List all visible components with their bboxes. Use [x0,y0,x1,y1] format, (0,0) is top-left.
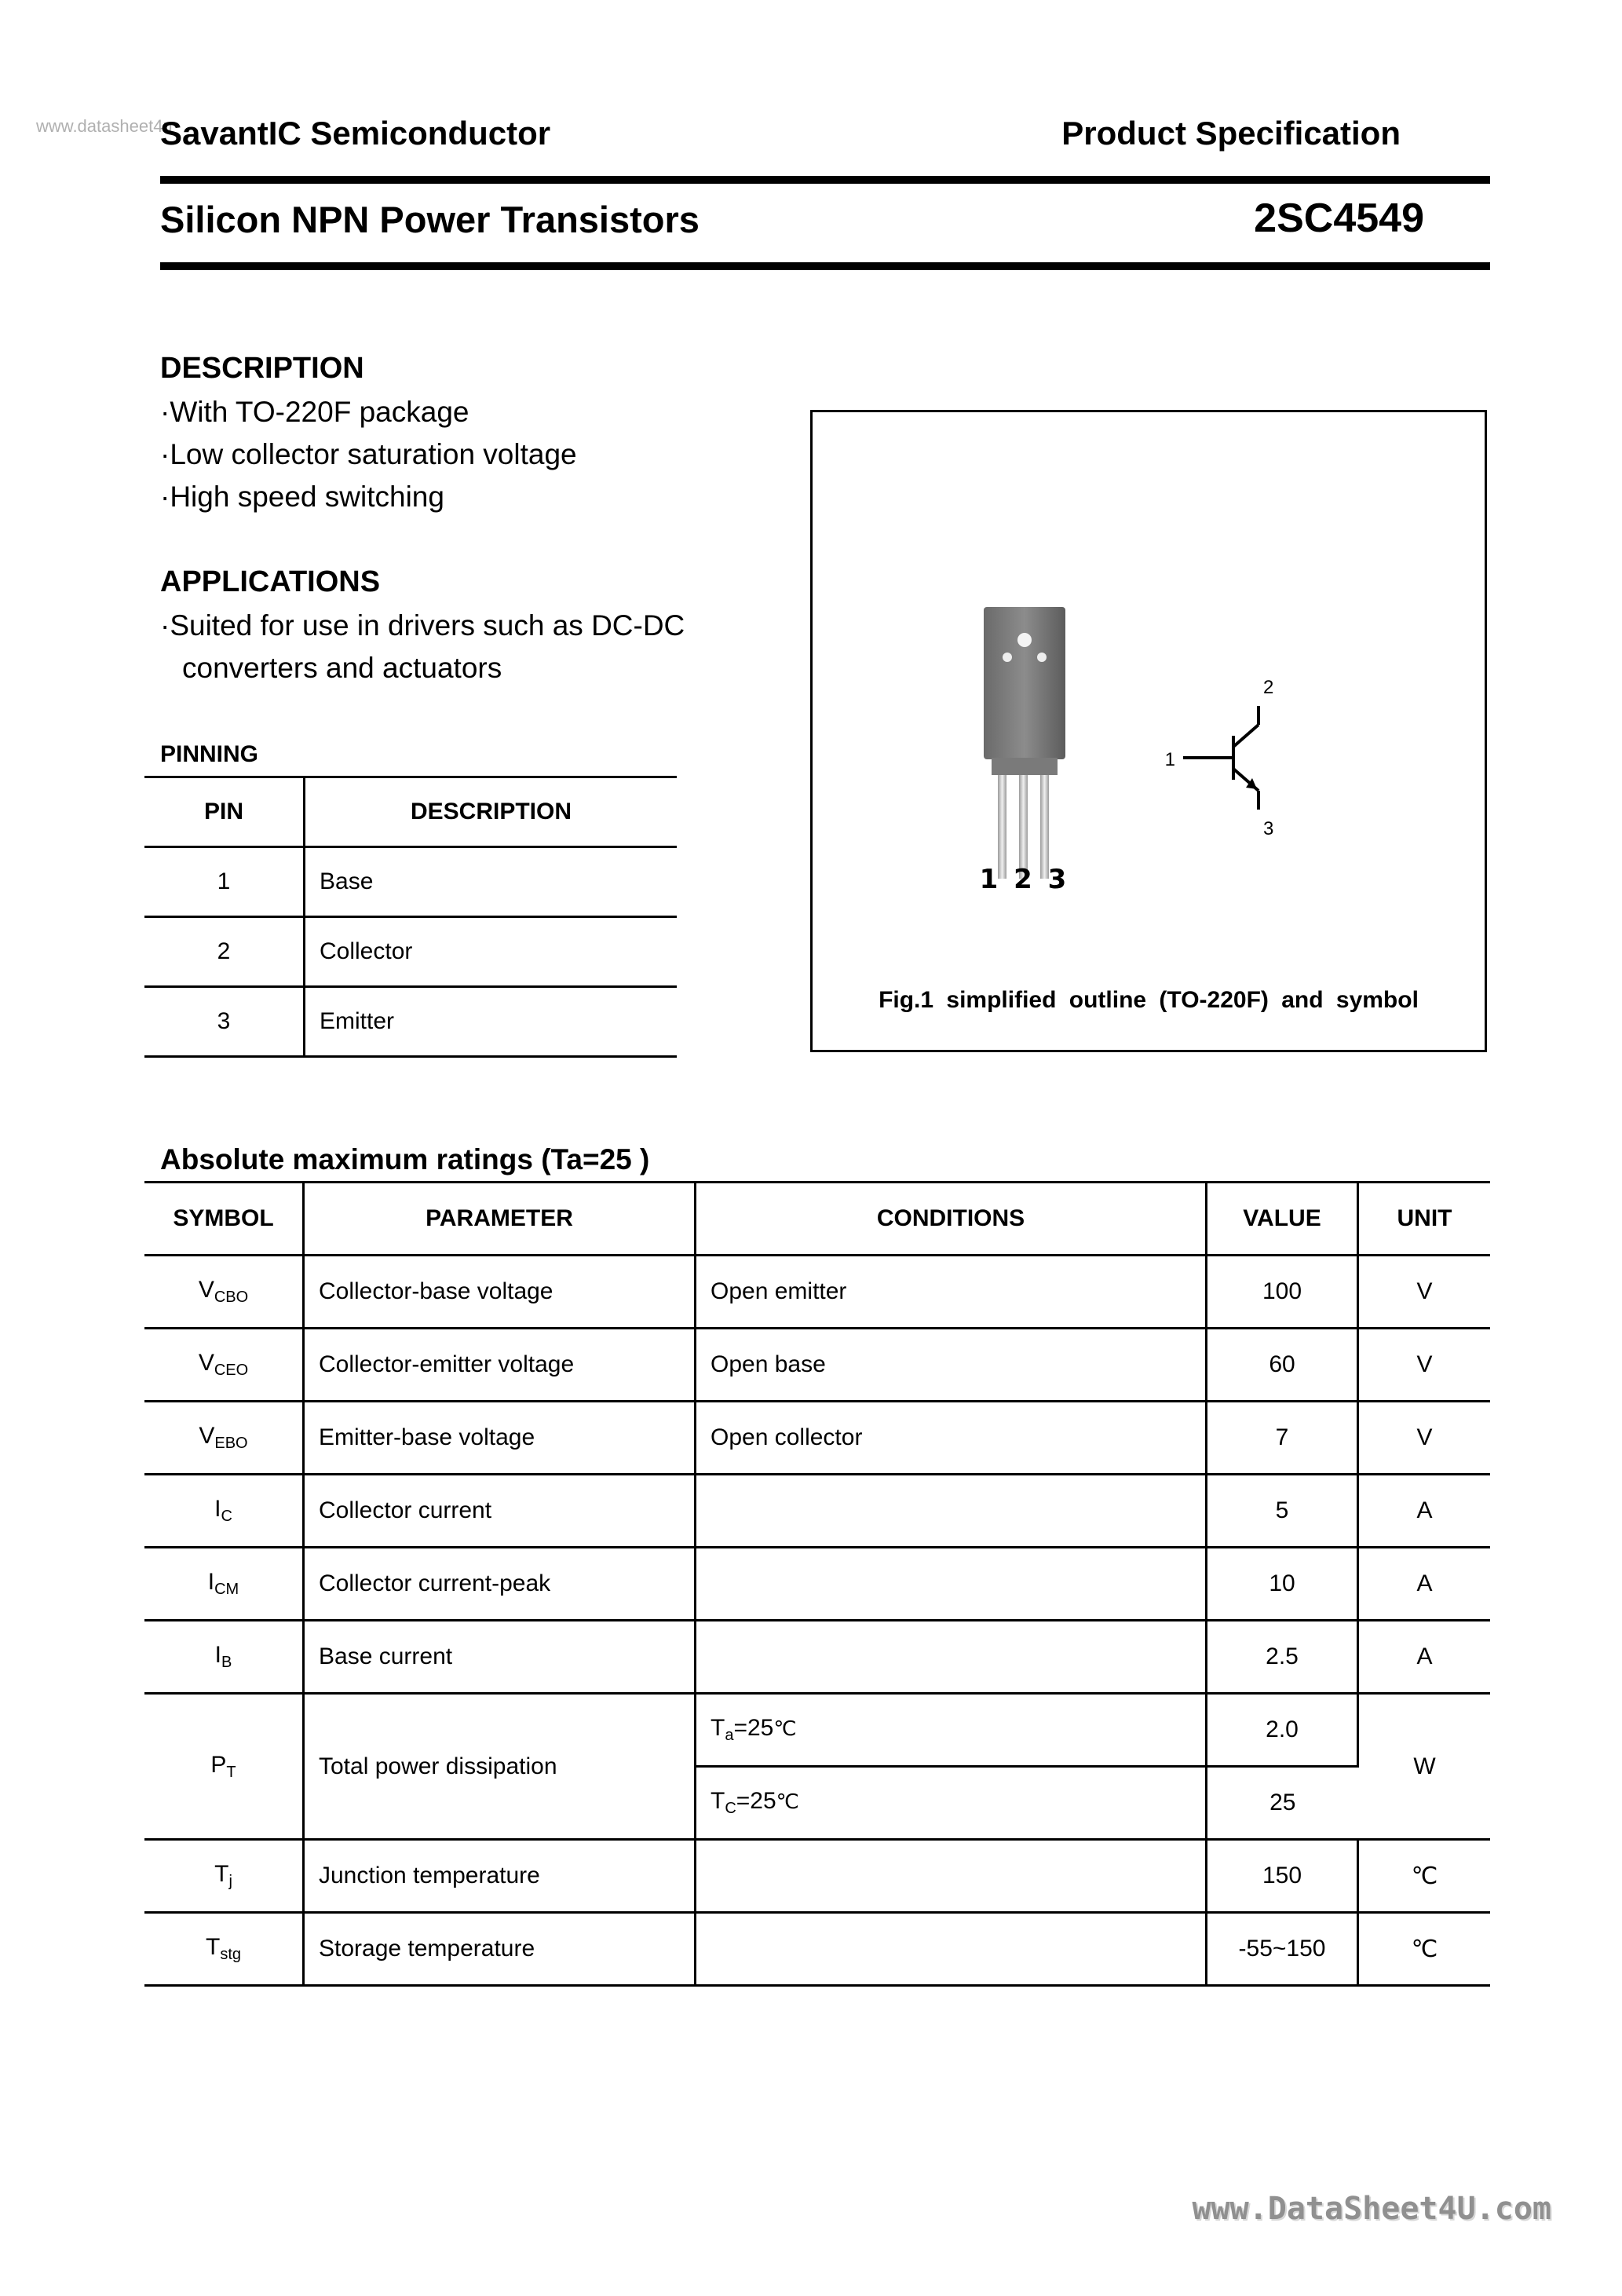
value-cell: 2.0 [1207,1694,1358,1767]
company-name: SavantIC Semiconductor [160,115,551,152]
pinning-table [144,776,677,1058]
symbol-cell: $V_{EBO}$ [144,1402,304,1475]
conditions-cell [696,1840,1207,1913]
description-item: ·With TO-220F package [160,396,469,428]
conditions-cell [696,1621,1207,1694]
pin-description: Collector [305,917,678,987]
symbol-cell: $V_{CBO}$ [144,1256,304,1329]
unit-cell: V [1358,1256,1491,1329]
parameter-cell: Storage temperature [304,1913,696,1986]
header-rule-top [160,176,1490,184]
value-cell: 5 [1207,1475,1358,1548]
parameter-cell: Collector current-peak [304,1548,696,1621]
unit-cell: A [1358,1621,1491,1694]
ratings-title: Absolute maximum ratings (Ta=25 ) [160,1143,650,1175]
column-header-unit: UNIT [1358,1183,1491,1256]
symbol-cell: $I_B$ [144,1621,304,1694]
degree-celsius-icon: ℃ [776,1790,799,1813]
column-header-symbol: SYMBOL [144,1183,304,1256]
pin-description: Emitter [305,987,678,1057]
conditions-cell: Open collector [696,1402,1207,1475]
value-cell: 10 [1207,1548,1358,1621]
degree-celsius-icon: ℃ [1358,1840,1491,1913]
applications-heading: APPLICATIONS [160,565,381,598]
package-pin-numbers: 1 2 3 [979,864,1070,895]
pin-description: Base [305,847,678,917]
symbol-pin-label: 2 [1263,677,1274,698]
unit-cell: V [1358,1329,1491,1402]
parameter-cell: Junction temperature [304,1840,696,1913]
description-item: ·High speed switching [160,481,444,513]
pin-number: 2 [144,917,305,987]
conditions-cell: $T_a=25℃$ [696,1694,1207,1767]
parameter-cell: Emitter-base voltage [304,1402,696,1475]
applications-line: converters and actuators [182,652,502,684]
conditions-cell [696,1913,1207,1986]
value-cell: 60 [1207,1329,1358,1402]
unit-cell: W [1358,1694,1491,1840]
table-row [144,847,677,917]
value-cell: -55~150 [1207,1913,1358,1986]
value-cell: 2.5 [1207,1621,1358,1694]
value-cell: 25 [1207,1767,1358,1840]
table-row [144,1256,1490,1329]
description-item: ·Low collector saturation voltage [160,438,577,470]
table-row [144,917,677,987]
applications-line: ·Suited for use in drivers such as DC-DC [160,609,685,642]
degree-celsius-icon: ℃ [1358,1913,1491,1986]
column-header-value: VALUE [1207,1183,1358,1256]
description-heading: DESCRIPTION [160,352,364,385]
parameter-cell: Base current [304,1621,696,1694]
page-title: Silicon NPN Power Transistors [160,199,700,240]
pin-number: 3 [144,987,305,1057]
symbol-cell: $V_{CEO}$ [144,1329,304,1402]
symbol-cell: $T_{stg}$ [144,1913,304,1986]
conditions-cell [696,1548,1207,1621]
parameter-cell: Collector-emitter voltage [304,1329,696,1402]
degree-celsius-icon: ℃ [773,1717,797,1740]
symbol-cell: $T_j$ [144,1840,304,1913]
unit-cell: A [1358,1475,1491,1548]
header-rule-bottom [160,262,1490,270]
value-cell: 100 [1207,1256,1358,1329]
pinning-heading: PINNING [160,741,259,767]
table-row [144,1402,1490,1475]
table-header-row [144,1183,1490,1256]
table-row [144,1475,1490,1548]
symbol-cell: $I_C$ [144,1475,304,1548]
table-row [144,1329,1490,1402]
watermark-top: www.datasheet4u [36,116,173,136]
ratings-table [144,1181,1490,1987]
figure-caption: Fig.1 simplified outline (TO-220F) and symbol [879,987,1419,1013]
column-header-description: DESCRIPTION [305,777,678,847]
package-outline-and-symbol [813,412,1485,962]
table-row [144,1694,1490,1767]
watermark-bottom: www.DataSheet4U.com [1192,2191,1551,2227]
parameter-cell: Collector-base voltage [304,1256,696,1329]
value-cell: 150 [1207,1840,1358,1913]
figure-box [810,410,1487,1052]
conditions-cell: $T_C=25℃$ [696,1767,1207,1840]
table-row [144,987,677,1057]
doc-type: Product Specification [1061,115,1401,152]
symbol-pin-label: 3 [1263,818,1274,839]
unit-cell: V [1358,1402,1491,1475]
table-row [144,1621,1490,1694]
parameter-cell: Collector current [304,1475,696,1548]
unit-cell: A [1358,1548,1491,1621]
table-row [144,1548,1490,1621]
part-number: 2SC4549 [1254,196,1424,241]
conditions-cell: Open emitter [696,1256,1207,1329]
npn-transistor-symbol-icon [1183,706,1259,810]
table-header-row [144,777,677,847]
column-header-conditions: CONDITIONS [696,1183,1207,1256]
symbol-pin-label: 1 [1164,749,1175,770]
value-cell: 7 [1207,1402,1358,1475]
conditions-cell: Open base [696,1329,1207,1402]
table-row [144,1840,1490,1913]
conditions-cell [696,1475,1207,1548]
table-row [144,1913,1490,1986]
column-header-pin: PIN [144,777,305,847]
column-header-parameter: PARAMETER [304,1183,696,1256]
parameter-cell: Total power dissipation [304,1694,696,1840]
symbol-cell: $I_{CM}$ [144,1548,304,1621]
symbol-cell: $P_T$ [144,1694,304,1840]
pin-number: 1 [144,847,305,917]
to220f-package-icon [984,607,1065,879]
